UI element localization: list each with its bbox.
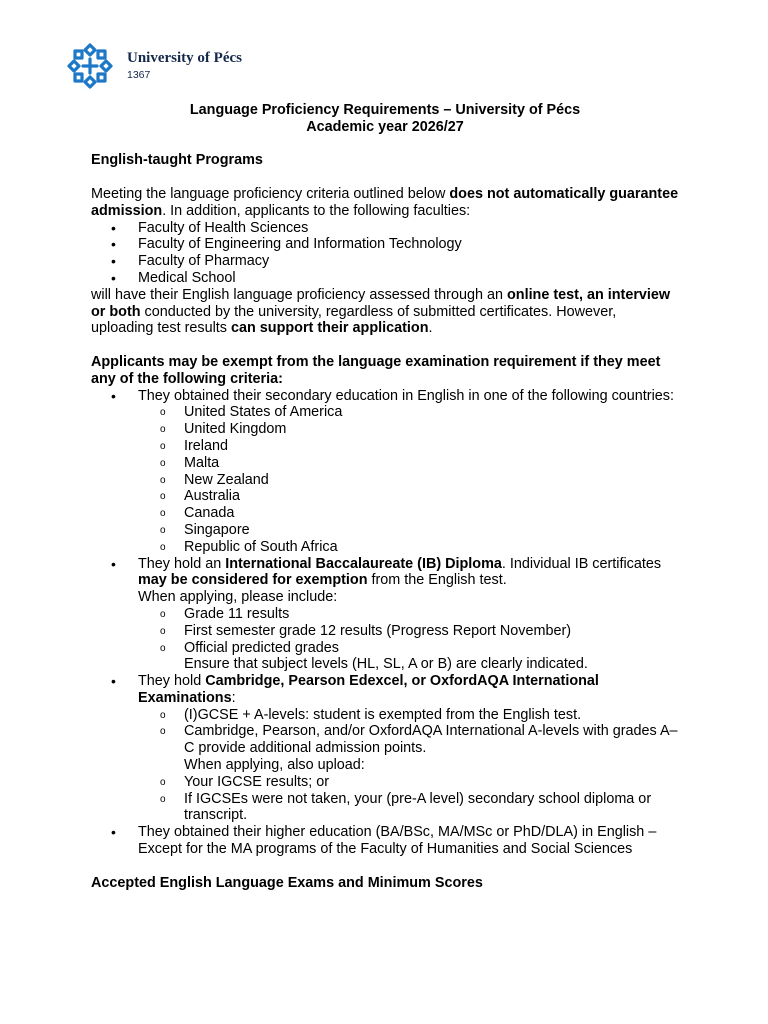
document-body: [91, 102, 679, 891]
list-item: o Malta: [138, 455, 679, 472]
exemption-criteria-list: [91, 388, 679, 858]
list-item: • Faculty of Engineering and Information Technology: [91, 236, 679, 253]
criterion-higher-education: • They obtained their higher education (BA/BSc, MA/MSc or PhD/DLA) in English – Except for the MA programs of the Faculty of Humanities and Social Sciences: [91, 824, 679, 858]
university-emblem-icon: [67, 43, 113, 89]
faculty-list: [91, 220, 679, 287]
upload-note: When applying, also upload:: [184, 757, 365, 774]
list-item: • Faculty of Pharmacy: [91, 253, 679, 270]
list-item: • Faculty of Health Sciences: [91, 220, 679, 237]
examinations-list: [138, 707, 679, 825]
section-heading-accepted-exams: Accepted English Language Exams and Minimum Scores: [91, 874, 483, 891]
list-item: • Medical School: [91, 270, 679, 287]
criterion-secondary-education: • They obtained their secondary education in English in one of the following countries: o United States of America o United Kingdom o Ireland o Malta o New Zealand o Australia o Canada o Singapore o Republic of South Africa: [91, 388, 679, 556]
ib-note: Ensure that subject levels (HL, SL, A or B) are clearly indicated.: [184, 656, 588, 673]
document-title-line1: Language Proficiency Requirements – University of Pécs: [189, 102, 581, 118]
list-item: o If IGCSEs were not taken, your (pre-A level) secondary school diploma or transcript.: [138, 791, 679, 825]
ib-when-applying: When applying, please include:: [138, 589, 338, 606]
list-item: o Official predicted grades Ensure that subject levels (HL, SL, A or B) are clearly indicated.: [138, 640, 679, 674]
intro-paragraph: Meeting the language proficiency criteria outlined below does not automatically guarantee admission. In addition, applicants to the following faculties:: [91, 185, 679, 219]
ib-documents-list: [138, 606, 679, 673]
list-item: o Australia: [138, 488, 679, 505]
university-logo: [67, 43, 242, 89]
country-list: [138, 404, 679, 555]
list-item: o First semester grade 12 results (Progress Report November): [138, 623, 679, 640]
list-item: o Canada: [138, 505, 679, 522]
document-title-line2: Academic year 2026/27: [306, 118, 464, 135]
list-item: o Ireland: [138, 438, 679, 455]
list-item: o Your IGCSE results; or: [138, 774, 679, 791]
founded-year: 1367: [127, 69, 151, 81]
assessment-paragraph: will have their English language proficiency assessed through an online test, an interview or both conducted by the university, regardless of submitted certificates. However, uploading test results can support their application.: [91, 286, 671, 337]
section-heading-english-programs: English-taught Programs: [91, 152, 263, 169]
list-item: o New Zealand: [138, 472, 679, 489]
list-item: o Singapore: [138, 522, 679, 539]
criterion-international-examinations: • They hold Cambridge, Pearson Edexcel, or OxfordAQA International Examinations: o (I)GCSE + A-levels: student is exempted from the English test. o Cambridge, Pearson, and/or OxfordAQA International A-levels with grades A–C provide additional admission points. When applying, also upload: o Your IGCSE results; or o If IGCSEs were not taken, your (pre-A level) secondary school diploma or transcript.: [91, 673, 679, 824]
list-item: o (I)GCSE + A-levels: student is exempted from the English test.: [138, 707, 679, 724]
list-item: o Grade 11 results: [138, 606, 679, 623]
list-item: o Republic of South Africa: [138, 539, 679, 556]
list-item: o United Kingdom: [138, 421, 679, 438]
exemption-heading: Applicants may be exempt from the language examination requirement if they meet any of the following criteria:: [91, 353, 661, 387]
list-item: o Cambridge, Pearson, and/or OxfordAQA International A-levels with grades A–C provide additional admission points. When applying, also upload:: [138, 723, 679, 773]
list-item: o United States of America: [138, 404, 679, 421]
criterion-ib-diploma: • They hold an International Baccalaureate (IB) Diploma. Individual IB certificates may be considered for exemption from the English test. When applying, please include: o Grade 11 results o First semester grade 12 results (Progress Report November) o Official predicted grades Ensure that subject levels (HL, SL, A or B) are clearly indicated.: [91, 556, 679, 674]
university-name: University of Pécs: [127, 50, 242, 66]
